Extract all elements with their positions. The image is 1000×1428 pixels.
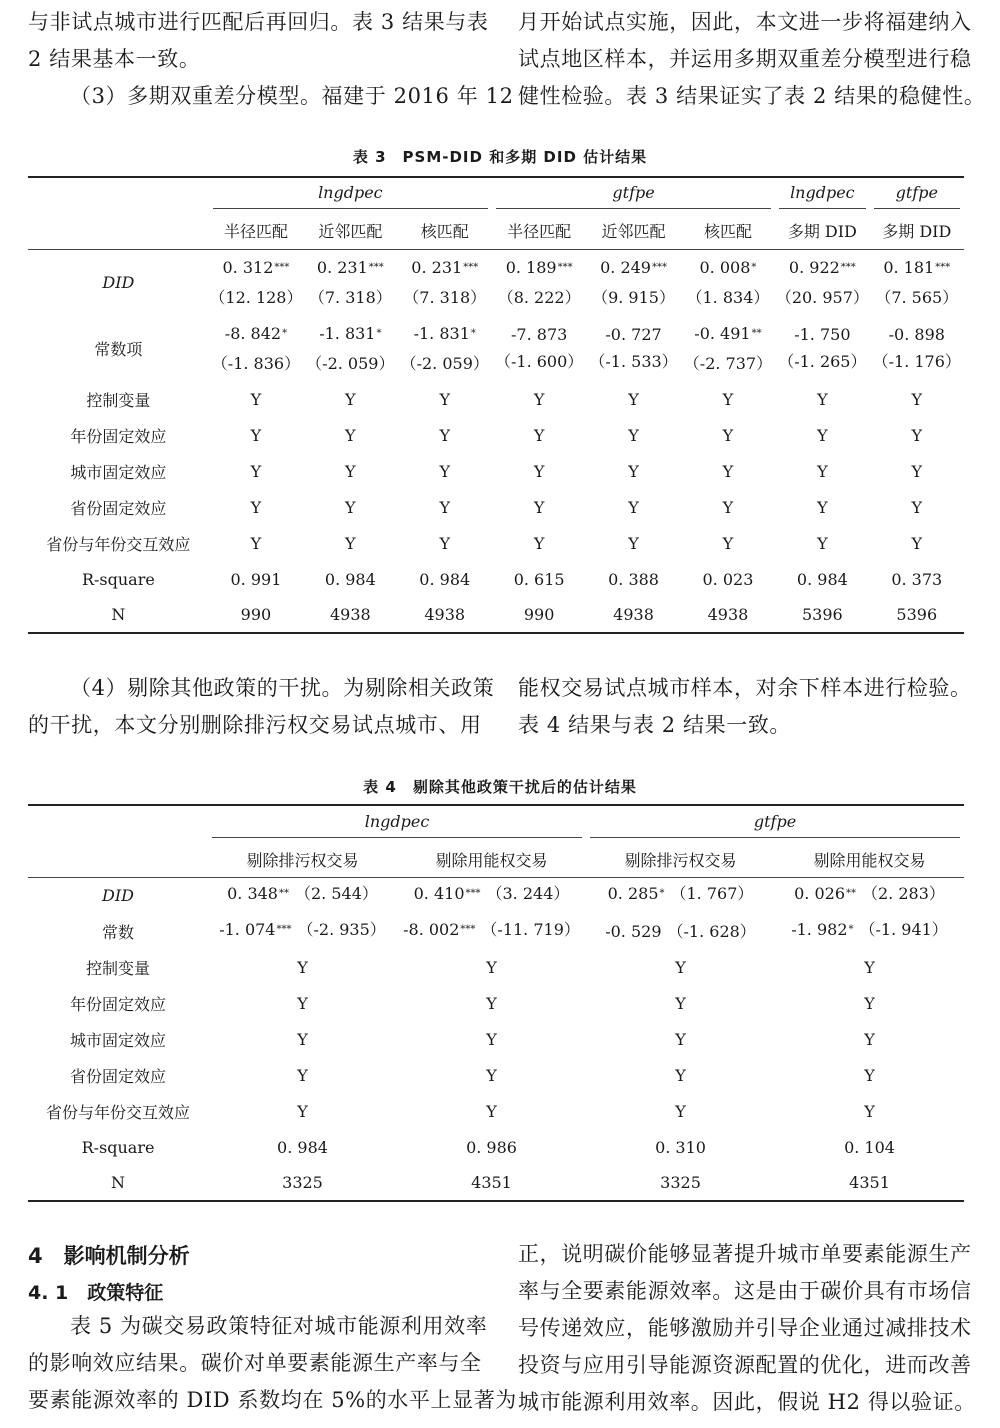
coef-value [586,254,680,284]
table-cell [586,249,680,315]
table-cell: Y [345,389,356,409]
significance-stars: * [659,888,665,900]
table-cell: Y [911,461,923,481]
row-label: 城市固定效应 [69,1030,166,1050]
table-cell [775,315,869,381]
coef-value [208,880,397,910]
row-label: 控制变量 [85,958,150,978]
table-subheader: 剔除排污权交易 [624,851,737,871]
top-left-paragraph [28,4,514,115]
table-cell: Y [722,497,734,517]
coef-number: -0. 491 [694,323,751,343]
table-cell: Y [911,389,923,409]
significance-stars: *** [465,888,481,900]
text-line: 正，说明碳价能够显著提升城市单要素能源生产 [518,1242,972,1266]
table-cell [586,913,775,949]
text-line: 试点地区样本，并运用多期双重差分模型进行稳 [518,47,972,71]
coef-value [397,916,586,946]
table-cell: Y [722,533,734,553]
table-cell [397,877,586,913]
coef-number: 0. 189 [505,257,557,277]
significance-stars: *** [840,261,856,273]
table-cell: 0. 991 [230,569,282,589]
coef-value [681,254,775,284]
table-cell: Y [864,1065,875,1085]
table-cell: Y [297,1065,308,1085]
significance-stars: ** [278,888,289,900]
table-cell: Y [817,461,828,481]
table-subheader: 近邻匹配 [318,222,383,242]
coef-tstat: （-1. 176） [872,352,961,371]
text-line: 表 5 为碳交易政策特征对城市能源利用效率 [70,1314,488,1338]
section-heading: 4 影响机制分析 [28,1244,190,1268]
coef-number: 0. 026 [794,884,845,904]
text-line: 投资与应用引导能源资源配置的优化，进而改善 [518,1353,972,1377]
table4-group-header: gtfpe [586,805,964,843]
coef-value [681,320,775,350]
coef-number: -1. 074 [219,920,276,939]
coef-value [775,321,869,348]
table-cell: Y [817,425,828,445]
table-cell: Y [533,461,545,481]
coef-tstat: （-11. 719） [481,920,580,939]
significance-stars: * [282,327,288,339]
coef-tstat: （-1. 265） [778,352,867,371]
coef-tstat: （20. 957） [775,287,869,307]
significance-stars: * [848,924,854,935]
coef-value [775,880,964,910]
coef-tstat: （-1. 533） [589,352,678,371]
coef-number: 0. 249 [600,257,651,277]
coef-tstat: （8. 222） [497,287,581,307]
significance-stars: *** [557,261,573,273]
table-subheader: 多期 DID [787,222,857,242]
table-cell [208,877,397,913]
table-cell [681,315,775,381]
table-cell: Y [439,461,451,481]
coef-number: 0. 348 [227,884,278,904]
table-cell: 4351 [775,1165,964,1201]
table-subheader: 剔除排污权交易 [246,851,359,871]
row-label: R-square [81,1137,155,1157]
table-cell [397,913,586,949]
table-cell: Y [864,993,875,1013]
text-line: （3）多期双重差分模型。福建于 2016 年 12 [70,84,514,108]
text-line: 能权交易试点城市样本，对余下样本进行检验。 [518,676,972,700]
coef-value [870,321,964,348]
coef-number: -8. 842 [224,323,282,343]
mid-left-paragraph [28,670,495,744]
row-label: 控制变量 [86,390,151,410]
table3-group-header: gtfpe [492,177,775,213]
table-cell: Y [675,993,686,1013]
table-cell: 990 [209,597,303,633]
table-cell [303,249,397,315]
table-cell [586,877,775,913]
coef-value [209,254,303,284]
table-cell [681,249,775,315]
coef-number: -1. 831 [319,323,376,343]
significance-stars: ** [846,888,856,900]
coef-value [586,918,775,945]
coef-number: -1. 982 [791,920,848,939]
table-cell [775,249,869,315]
row-label: DID [28,249,209,315]
coef-tstat: （7. 565） [875,287,959,307]
significance-stars: *** [276,924,292,935]
significance-stars: * [751,261,757,273]
coef-tstat: （-2. 935） [297,920,386,939]
table-cell: Y [345,533,356,553]
coef-tstat: （-2. 059） [306,353,395,373]
table-cell: Y [345,497,356,517]
significance-stars: *** [460,924,476,935]
table-cell: Y [864,1101,875,1121]
table-cell: Y [628,425,639,445]
table-cell: 4938 [681,597,775,633]
text-line: 2 结果基本一致。 [28,47,201,71]
coef-number: -8. 002 [403,920,460,939]
row-label: 年份固定效应 [69,994,166,1014]
table-cell: 3325 [586,1165,775,1201]
table-cell: 4938 [586,597,680,633]
coef-value [775,916,964,946]
row-label: 省份与年份交互效应 [45,1102,190,1122]
table-cell [870,249,964,315]
table-cell: Y [911,533,923,553]
table-cell: 990 [492,597,586,633]
table4-corner [28,805,208,843]
table3-group-header: gtfpe [870,177,964,213]
coef-tstat: （3. 244） [486,884,570,904]
table-cell: 0. 984 [796,569,848,589]
coef-tstat: （2. 283） [862,884,945,904]
table-cell: Y [675,957,686,977]
coef-value [209,320,303,350]
significance-stars: ** [751,327,762,339]
table-cell: Y [439,497,451,517]
table-cell: Y [486,1101,497,1121]
table-cell: Y [250,461,262,481]
row-label: N [28,1165,208,1201]
table-cell: Y [250,533,262,553]
row-label: DID [28,877,208,913]
row-label: 省份固定效应 [70,498,167,518]
coef-number: 0. 008 [699,257,751,277]
table-cell: 0. 388 [608,569,659,589]
coef-number: 0. 231 [411,257,463,277]
text-line: 城市能源利用效率。因此，假说 H2 得以验证。 [518,1390,976,1414]
table-cell: 0. 104 [844,1137,895,1157]
text-line: 月开始试点实施，因此，本文进一步将福建纳入 [518,10,972,34]
text-line: 号传递效应，能够激励并引导企业通过减排技术 [518,1316,972,1340]
significance-stars: *** [463,261,479,273]
table-cell: 4938 [303,597,397,633]
table-cell: 0. 986 [466,1137,517,1157]
table-cell: 0. 984 [324,569,376,589]
coef-number: 0. 410 [413,884,465,904]
table-cell: 0. 310 [655,1137,706,1157]
table-cell: 0. 984 [419,569,471,589]
table-cell: Y [675,1065,686,1085]
table-cell: Y [675,1029,686,1049]
table-cell: Y [486,993,497,1013]
table4 [28,804,964,1202]
table-cell: Y [628,461,639,481]
coef-number: 0. 231 [316,257,368,277]
table-cell: Y [297,1029,308,1049]
coef-tstat: （12. 128） [209,287,303,307]
table4-group-header: lngdpec [208,805,586,843]
table-cell: Y [628,389,639,409]
table-cell: Y [722,461,734,481]
table-cell: Y [439,533,451,553]
coef-value [398,254,492,284]
coef-value [303,320,397,350]
table-cell: Y [250,425,262,445]
text-line: 表 4 结果与表 2 结果一致。 [518,713,792,737]
table-cell: Y [911,497,923,517]
row-label: 常数项 [94,339,143,359]
table-cell: Y [722,389,734,409]
table-cell [492,249,586,315]
table3-title: 表 3 PSM-DID 和多期 DID 估计结果 [352,148,648,166]
text-line: 的干扰，本文分别删除排污权交易试点城市、用 [28,713,482,737]
row-label: 常数 [101,922,134,942]
significance-stars: *** [651,261,667,273]
mid-right-paragraph [518,670,973,744]
table-cell: Y [628,497,639,517]
coef-number: 0. 922 [788,257,840,277]
coef-tstat: （9. 915） [592,287,675,307]
table-subheader: 多期 DID [882,222,952,242]
table-cell: 0. 023 [702,569,754,589]
table-cell: Y [722,425,734,445]
table3 [28,176,964,634]
table-cell [492,315,586,381]
table3-corner [28,177,209,213]
table-cell [209,315,303,381]
coef-tstat: （-2. 059） [400,353,489,373]
table-cell: 5396 [775,597,869,633]
coef-tstat: （-2. 737） [683,353,773,373]
coef-value [492,254,586,284]
coef-value [492,321,586,348]
table-cell: Y [817,497,828,517]
text-line: 健性检验。表 3 结果证实了表 2 结果的稳健性。 [518,84,986,108]
table-cell: Y [533,497,545,517]
coef-number: -7. 873 [511,325,568,344]
table-cell: Y [864,1029,875,1049]
coef-tstat: （1. 767） [670,884,754,904]
coef-tstat: （1. 834） [686,287,770,307]
coef-tstat: （-1. 600） [494,352,584,371]
table-cell: 0. 984 [277,1137,328,1157]
table-cell: Y [533,425,545,445]
coef-value [208,916,397,946]
table-cell [303,315,397,381]
table-cell: Y [345,425,356,445]
table3-group-header: lngdpec [775,177,869,213]
coef-number: -1. 831 [413,323,470,343]
row-label: N [28,597,209,633]
table-cell: Y [486,1065,497,1085]
table-cell: Y [297,993,308,1013]
section4-right-paragraph [518,1236,976,1421]
table-cell: Y [439,425,451,445]
table-subheader: 核匹配 [420,222,469,242]
table-cell: Y [675,1101,686,1121]
table3-group-header: lngdpec [209,177,492,213]
text-line: 要素能源效率的 DID 系数均在 5%的水平上显著为 [28,1388,517,1412]
coef-number: -0. 529 [605,921,662,941]
table-cell [870,315,964,381]
table-cell: Y [486,957,497,977]
table-subheader: 核匹配 [703,222,752,242]
coef-tstat: （7. 318） [403,287,487,307]
top-right-paragraph [518,4,986,115]
table-cell: 3325 [208,1165,397,1201]
table-cell: 5396 [870,597,964,633]
section4-left-paragraph [28,1308,517,1419]
row-label: 年份固定效应 [70,426,167,446]
table-cell [775,877,964,913]
significance-stars: *** [274,261,290,273]
table-cell: Y [628,533,639,553]
coef-number: 0. 181 [883,257,935,277]
table-cell: Y [533,389,545,409]
significance-stars: * [470,327,476,339]
table-cell: Y [817,389,828,409]
coef-value [398,320,492,350]
significance-stars: *** [935,261,951,273]
coef-number: 0. 312 [222,257,274,277]
coef-tstat: （7. 318） [308,287,392,307]
table-cell: Y [250,389,262,409]
significance-stars: *** [368,261,384,273]
coef-tstat: （-1. 941） [859,920,948,939]
coef-value [870,254,964,284]
significance-stars: * [376,327,382,339]
table-cell [208,913,397,949]
subsection-heading: 4. 1 政策特征 [28,1282,164,1304]
table-cell: Y [533,533,545,553]
row-label: 省份固定效应 [69,1066,166,1086]
table-cell [398,249,492,315]
coef-value [397,880,586,910]
table4-title: 表 4 剔除其他政策干扰后的估计结果 [363,778,637,796]
table-cell: 4938 [398,597,492,633]
coef-number: 0. 285 [607,884,659,904]
table-cell: Y [911,425,923,445]
table-cell: 0. 373 [891,569,943,589]
table-cell: Y [297,1101,308,1121]
coef-value [303,254,397,284]
text-line: 率与全要素能源效率。这是由于碳价具有市场信 [518,1279,972,1303]
table-cell: Y [439,389,451,409]
text-line: 的影响效应结果。碳价对单要素能源生产率与全 [28,1351,482,1375]
table-subheader: 近邻匹配 [601,222,666,242]
coef-value [586,321,680,348]
table-subheader: 半径匹配 [223,222,288,242]
coef-tstat: （2. 544） [294,884,378,904]
table-cell: Y [817,533,828,553]
table-cell: Y [345,461,356,481]
coef-value [586,880,775,910]
row-label: R-square [81,569,155,589]
table-subheader: 半径匹配 [507,222,572,242]
row-label: 省份与年份交互效应 [46,534,191,554]
table-cell: 0. 615 [513,569,565,589]
row-label: 城市固定效应 [70,462,167,482]
coef-number: -1. 750 [794,325,851,344]
table-subheader: 剔除用能权交易 [813,851,926,871]
table-cell: Y [486,1029,497,1049]
coef-tstat: （-1. 836） [211,353,301,373]
coef-number: -0. 727 [605,325,662,344]
table-cell [398,315,492,381]
table-cell [586,315,680,381]
table-cell: Y [297,957,308,977]
text-line: 与非试点城市进行匹配后再回归。表 3 结果与表 [28,10,489,34]
coef-value [775,254,869,284]
table-cell: 4351 [397,1165,586,1201]
table-subheader: 剔除用能权交易 [435,851,548,871]
table-cell: Y [864,957,875,977]
table-cell [775,913,964,949]
coef-tstat: （-1. 628） [667,921,756,941]
table-cell [209,249,303,315]
table-cell: Y [250,497,262,517]
coef-number: -0. 898 [888,325,945,344]
text-line: （4）剔除其他政策的干扰。为剔除相关政策 [70,676,495,700]
